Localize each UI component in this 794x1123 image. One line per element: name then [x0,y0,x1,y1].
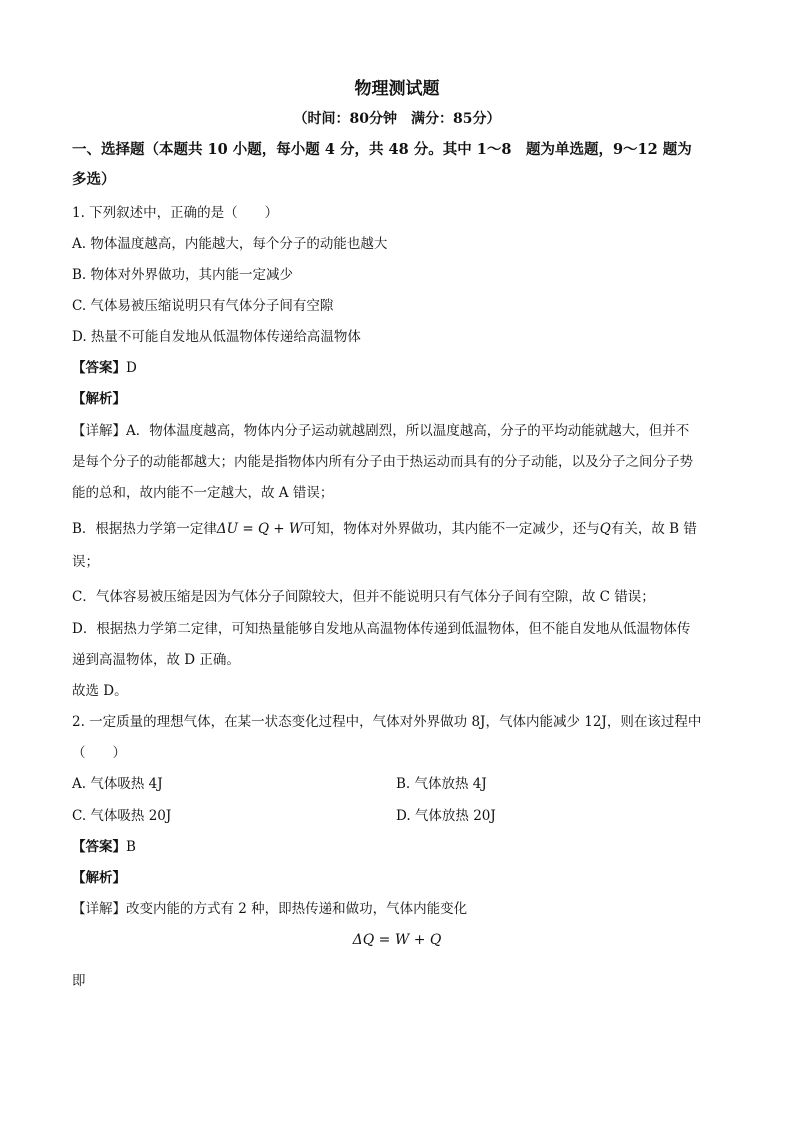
q2-option-a: A. 气体吸热 4J [72,776,163,792]
q2-option-c: C. 气体吸热 20J [72,808,172,824]
first-law-formula: ΔU = Q + W [216,521,303,537]
q1-b-explanation [72,519,697,539]
q1-detail-line2: 是每个分子的动能都越大；内能是指物体内所有分子由于热运动而具有的分子动能，以及分子之间分子势 [72,454,693,470]
q1-stem: 1. 下列叙述中，正确的是（ ） [72,205,279,221]
q2-detail: 【详解】改变内能的方式有 2 种，即热传递和做功，气体内能变化 [72,901,468,917]
section-heading-line1: 一、选择题（本题共 10 小题，每小题 4 分，共 48 分。其中 1～8 题为单选题，9～12 题为 [72,141,692,158]
q1-option-c: C. 气体易被压缩说明只有气体分子间有空隙 [72,298,334,314]
q2-analysis-label: 【解析】 [72,870,126,886]
answer-value: B [126,839,136,855]
q1-option-a: A. 物体温度越高，内能越大，每个分子的动能也越大 [72,236,388,252]
b-mid: 可知，物体对外界做功，其内能不一定减少，还与 [302,521,600,537]
page-title: 物理测试题 [354,79,440,99]
b-post: 有关，故 B 错 [610,521,697,537]
exam-info: （时间：80分钟 满分：85分） [293,111,501,127]
q1-b-cont: 误； [72,554,99,570]
q2-stem-line2: （ ） [72,745,126,761]
q2-formula: ΔQ = W + Q [352,932,442,948]
b-pre: B．根据热力学第一定律 [72,521,217,537]
q1-detail-line3: 能的总和，故内能不一定越大，故 A 错误； [72,485,334,501]
q1-conclusion: 故选 D。 [72,683,128,699]
q1-c-explanation: C．气体容易被压缩是因为气体分子间隙较大，但并不能说明只有气体分子间有空隙，故 C 错误； [72,589,655,605]
q1-detail-line1: 【详解】A．物体温度越高，物体内分子运动就越剧烈，所以温度越高，分子的平均动能就越大，但并不 [72,423,690,439]
q1-option-b: B. 物体对外界做功，其内能一定减少 [72,267,294,283]
q1-analysis-label: 【解析】 [72,391,126,407]
q2-option-b: B. 气体放热 4J [396,776,487,792]
section-heading-line2: 多选） [72,171,116,188]
q2-tail: 即 [72,973,86,989]
heat-symbol: Q [599,521,611,537]
q1-answer [72,358,137,378]
answer-label: 【答案】 [72,839,126,855]
q1-d-explanation-line1: D．根据热力学第二定律，可知热量能够自发地从高温物体传递到低温物体，但不能自发地从低温物体传 [72,621,691,637]
answer-label: 【答案】 [72,360,126,376]
q2-stem-line1: 2. 一定质量的理想气体，在某一状态变化过程中，气体对外界做功 8J，气体内能减少 12J，则在该过程中 [72,714,702,730]
answer-value: D [126,360,137,376]
q1-option-d: D. 热量不可能自发地从低温物体传递给高温物体 [72,329,361,345]
q2-option-d: D. 气体放热 20J [396,808,496,824]
q1-d-explanation-line2: 递到高温物体，故 D 正确。 [72,652,240,668]
q2-answer [72,837,136,857]
